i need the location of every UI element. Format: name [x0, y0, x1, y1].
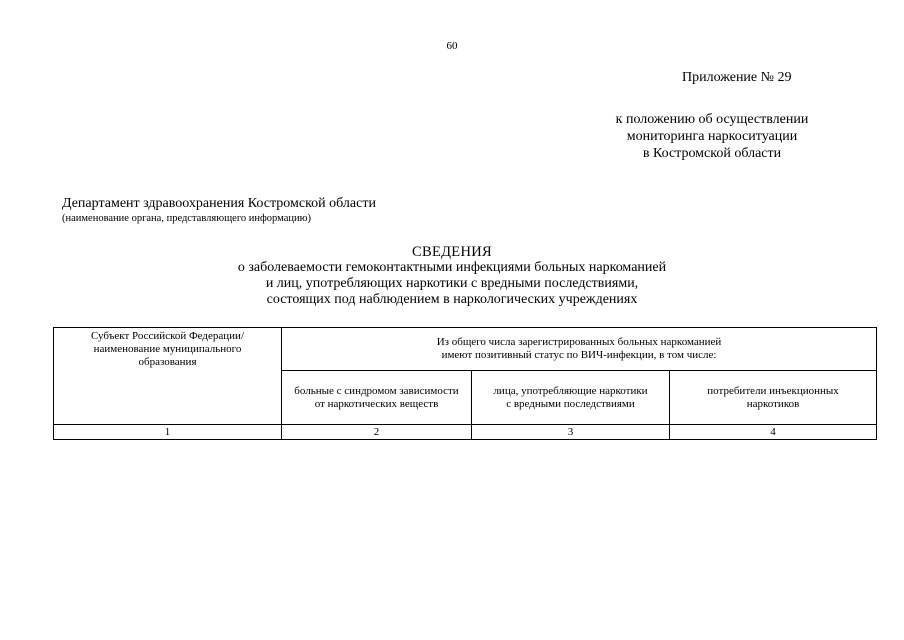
- department-caption: (наименование органа, представляющего информацию): [62, 213, 311, 224]
- table-row: [54, 425, 877, 440]
- table-header-subject: [54, 328, 282, 425]
- table-header-harmful-use: [472, 371, 670, 425]
- department-name: Департамент здравоохранения Костромской области: [62, 196, 376, 211]
- header-line: образования: [138, 356, 197, 368]
- appendix-subtitle-line: в Костромской области: [642, 146, 782, 161]
- header-line: лица, употребляющие наркотики: [493, 384, 648, 397]
- page-number: 60: [446, 40, 458, 52]
- header-line: наименование муниципального: [93, 343, 242, 355]
- data-table: [53, 327, 877, 440]
- header-line: Из общего числа зарегистрированных больных наркоманией: [436, 336, 722, 348]
- header-line: от наркотических веществ: [314, 397, 439, 410]
- appendix-subtitle-line: к положению об осуществлении: [615, 112, 809, 127]
- table-header-group: [282, 328, 877, 371]
- column-number: 1: [54, 425, 282, 440]
- header-line: больные с синдромом зависимости: [294, 384, 459, 397]
- header-line: наркотиков: [746, 397, 800, 410]
- report-title: СВЕДЕНИЯ: [412, 244, 492, 260]
- column-number: 4: [670, 425, 877, 440]
- report-title-block: [0, 244, 904, 308]
- header-line: потребители инъекционных: [707, 384, 839, 397]
- header-line: Субъект Российской Федерации/: [90, 330, 245, 342]
- appendix-subtitle: [580, 111, 844, 162]
- report-subtitle-line: состоящих под наблюдением в наркологических учреждениях: [266, 292, 638, 307]
- header-line: имеют позитивный статус по ВИЧ-инфекции, в том числе:: [441, 349, 717, 361]
- column-number: 2: [282, 425, 472, 440]
- appendix-title: Приложение № 29: [682, 70, 792, 85]
- appendix-subtitle-line: мониторинга наркоситуации: [626, 129, 798, 144]
- report-subtitle-line: о заболеваемости гемоконтактными инфекциями больных наркоманией: [237, 260, 667, 275]
- report-subtitle-line: и лиц, употребляющих наркотики с вредными последствиями,: [265, 276, 639, 291]
- header-line: с вредными последствиями: [506, 397, 635, 410]
- table-header-injection: [670, 371, 877, 425]
- table-header-dependence: [282, 371, 472, 425]
- column-number: 3: [472, 425, 670, 440]
